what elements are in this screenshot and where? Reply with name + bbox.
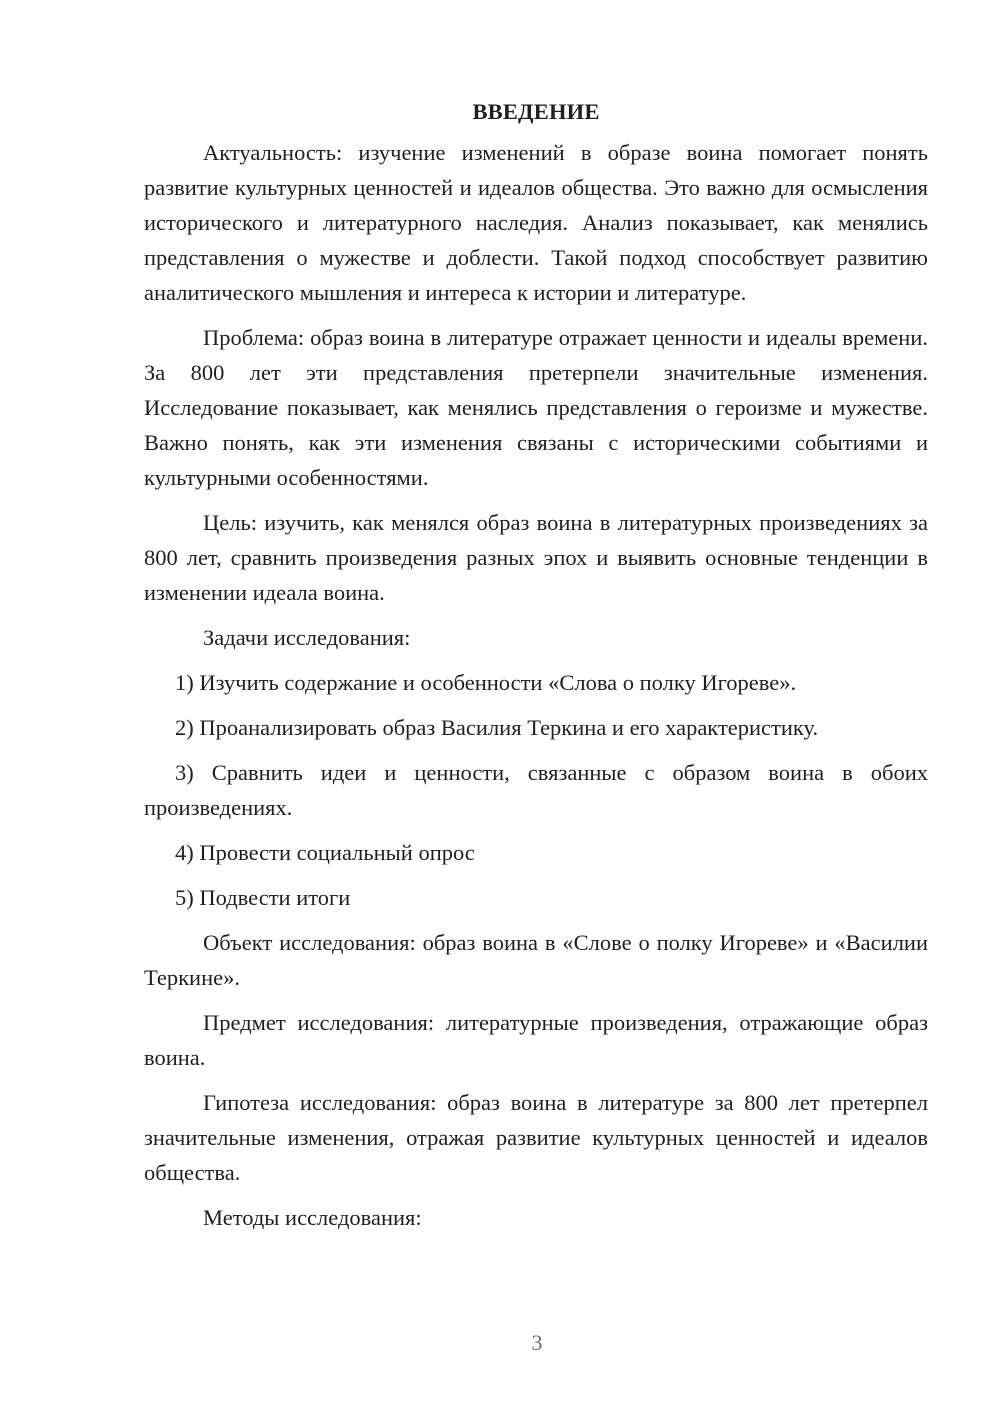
tasks-heading: Задачи исследования: (203, 625, 411, 650)
task-item: 4) Провести социальный опрос (175, 840, 475, 865)
task-item: 1) Изучить содержание и особенности «Слова о полку Игореве». (175, 670, 797, 695)
section-title: ВВЕДЕНИЕ (472, 99, 600, 124)
subject-paragraph: Предмет исследования: литературные произведения, отражающие образ воина. (144, 1010, 928, 1070)
hypothesis-paragraph: Гипотеза исследования: образ воина в литературе за 800 лет претерпел значительные изменения, отражая развитие культурных ценностей и идеалов общества. (144, 1090, 928, 1185)
problem-paragraph: Проблема: образ воина в литературе отражает ценности и идеалы времени. За 800 лет эти представления претерпели значительные изменения. Исследование показывает, как менялись представления о героизме и мужестве. Важно понять, как эти изменения связаны с историческими событиями и культурными особенностями. (144, 325, 928, 490)
task-item: 5) Подвести итоги (175, 885, 351, 910)
task-item: 3) Сравнить идеи и ценности, связанные с образом воина в обоих произведениях. (144, 760, 928, 820)
object-paragraph: Объект исследования: образ воина в «Слове о полку Игореве» и «Василии Теркине». (144, 930, 928, 990)
document-body (144, 94, 928, 1235)
page-number: 3 (531, 1330, 543, 1355)
relevance-paragraph: Актуальность: изучение изменений в образе воина помогает понять развитие культурных ценностей и идеалов общества. Это важно для осмысления исторического и литературного наследия. Анализ показывает, как менялись представления о мужестве и доблести. Такой подход способствует развитию аналитического мышления и интереса к истории и литературе. (144, 140, 928, 305)
methods-heading: Методы исследования: (203, 1205, 422, 1230)
task-item: 2) Проанализировать образ Василия Теркина и его характеристику. (175, 715, 819, 740)
goal-paragraph: Цель: изучить, как менялся образ воина в литературных произведениях за 800 лет, сравнить произведения разных эпох и выявить основные тенденции в изменении идеала воина. (144, 510, 928, 605)
